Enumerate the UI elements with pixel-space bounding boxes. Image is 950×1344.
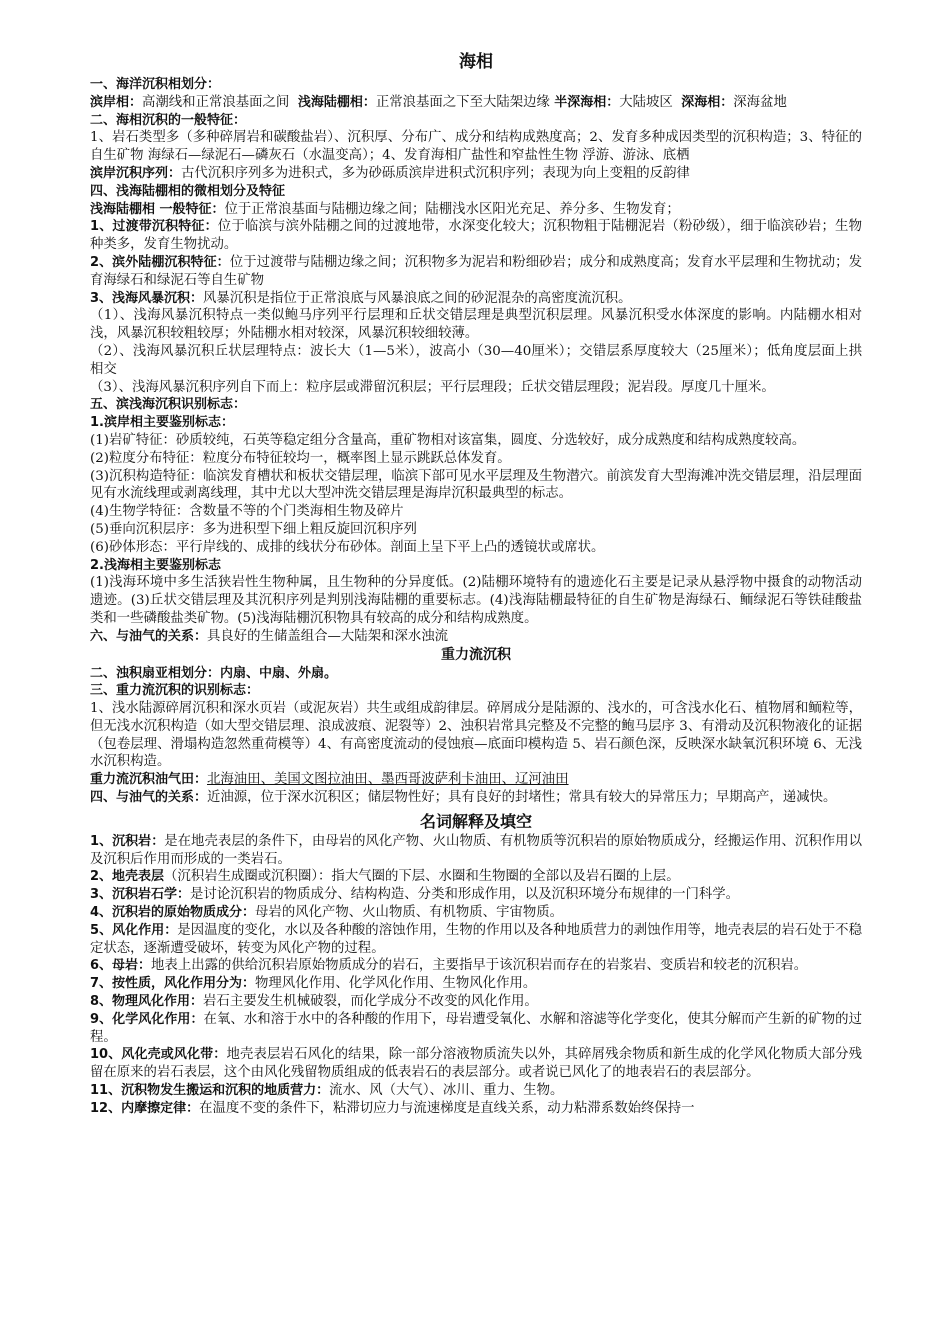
term-item [90, 922, 862, 958]
gravity-heading-4: 四、与油气的关系：近油源，位于深水沉积区；储层物性好；具有良好的封堵性；常具有较大的异常压力；早期高产，递减快。 [90, 790, 837, 806]
term-text: 是因温度的变化，水以及各种酸的溶蚀作用，生物的作用以及各种地质营力的剥蚀作用等，地壳表层的岩石处于不稳定状态，逐渐遭受破坏，转变为风化产物的过程。 [90, 922, 862, 956]
storm-point-1: （1）、浅海风暴沉积特点一类似鲍马序列平行层理和丘状交错层理是典型沉积层理。风暴沉积受水体深度的影响。内陆棚水相对浅，风暴沉积较粗较厚；外陆棚水相对较深，风暴沉积较细较薄。 [90, 308, 862, 342]
marker-3: (3)沉积构造特征：临滨发育槽状和板状交错层理，临滨下部可见水平层理及生物潜穴。前滨发育大型海滩冲洗交错层理，沿层理面见有水流线理或剥离线理，其中尤以大型冲洗交错层理是海岸沉积最典型的标志。 [90, 468, 862, 502]
gravity-oilfields: 重力流沉积油气田：北海油田、美国文图拉油田、墨西哥波萨利卡油田、辽河油田 [90, 772, 569, 788]
section-3: 滨岸沉积序列：古代沉积序列多为进积式，多为砂砾质滨岸进积式沉积序列；表现为向上变粗的反韵律 [90, 165, 690, 181]
term-text: 岩石主要发生机械破裂，而化学成分不改变的风化作用。 [203, 994, 538, 1010]
heading-5: 五、滨浅海沉积识别标志： [90, 397, 247, 413]
term-label: 1、沉积岩： [90, 833, 165, 849]
term-label: 5、风化作用： [90, 922, 178, 938]
title-terms: 名词解释及填空 [419, 811, 532, 831]
term-text: 是在地壳表层的条件下，由母岩的风化产物、火山物质、有机物质等沉积岩的原始物质成分，经搬运作用、沉积作用以及沉积后作用而形成的一类岩石。 [90, 833, 862, 867]
term-text: 流水、风（大气）、冰川、重力、生物。 [329, 1083, 564, 1099]
offshore-shelf: 2、滨外陆棚沉积特征：位于过渡带与陆棚边缘之间；沉积物多为泥岩和粉细砂岩；成分和成熟度高；发育水平层理和生物扰动；发育海绿石和绿泥石等自生矿物 [90, 254, 863, 288]
term-label: 2、地壳表层 [90, 869, 165, 885]
term-item [90, 1011, 862, 1047]
gravity-heading-2: 二、浊积扇亚相划分：内扇、中扇、外扇。 [90, 665, 338, 681]
heading-2: 二、海相沉积的一般特征： [90, 112, 247, 128]
term-item [90, 1100, 862, 1118]
term-label: 6、母岩： [90, 958, 152, 974]
term-text: 在温度不变的条件下，粘滞切应力与流速梯度是直线关系，动力粘滞系数始终保持一 [199, 1100, 695, 1116]
transition-zone: 1、过渡带沉积特征：位于临滨与滨外陆棚之间的过渡地带，水深变化较大；沉积物粗于陆棚泥岩（粉砂级），细于临滨砂岩；生物种类多，发育生物扰动。 [90, 219, 863, 253]
terms-list [90, 833, 862, 1118]
term-text: 物理风化作用、化学风化作用、生物风化作用。 [255, 976, 537, 992]
term-label: 4、沉积岩的原始物质成分： [90, 905, 256, 921]
marker-6: (6)砂体形态：平行岸线的、成排的线状分布砂体。剖面上呈下平上凸的透镜状或席状。 [90, 539, 605, 555]
term-label: 11、沉积物发生搬运和沉积的地质营力： [90, 1083, 330, 1099]
heading-5-1: 1.滨岸相主要鉴别标志： [90, 415, 234, 431]
term-text: 是讨论沉积岩的物质成分、结构构造、分类和形成作用，以及沉积环境分布规律的一门科学。 [190, 887, 740, 903]
term-text: 母岩的风化产物、火山物质、有机物质、宇宙物质。 [255, 905, 564, 921]
storm-point-2: （2）、浅海风暴沉积丘状层理特点：波长大（1—5米），波高小（30—40厘米）；交错层系厚度较大（25厘米）；低角度层面上拱相交 [90, 343, 862, 377]
shelf-general: 浅海陆棚相 一般特征：位于正常浪基面与陆棚边缘之间；陆棚浅水区阳光充足、养分多、生物发育； [90, 201, 680, 217]
term-label: 8、物理风化作用： [90, 994, 204, 1010]
marker-4: (4)生物学特征：含数量不等的个门类海相生物及碎片 [90, 504, 404, 520]
term-item [90, 957, 862, 975]
heading-1: 一、海洋沉积相划分： [90, 77, 221, 92]
title-gravity-flow: 重力流沉积 [441, 646, 511, 663]
document-page [90, 50, 862, 1118]
heading-4: 四、浅海陆棚相的微相划分及特征 [90, 183, 286, 199]
term-item [90, 904, 862, 922]
title-marine: 海相 [459, 52, 493, 72]
gravity-heading-3: 三、重力流沉积的识别标志： [90, 683, 260, 699]
term-item [90, 993, 862, 1011]
storm-deposit: 3、浅海风暴沉积：风暴沉积是指位于正常浪底与风暴浪底之间的砂泥混杂的高密度流沉积。 [90, 290, 632, 306]
section-6: 六、与油气的关系：具良好的生储盖组合—大陆架和深水浊流 [90, 628, 449, 644]
section-1-text: 滨岸相：高潮线和正常浪基面之间 浅海陆棚相：正常浪基面之下至大陆架边缘 半深海相：大陆坡区 深海相：深海盆地 [90, 94, 787, 110]
heading-5-2: 2.浅海相主要鉴别标志 [90, 557, 221, 573]
term-label: 12、内摩擦定律： [90, 1100, 200, 1116]
marker-2: (2)粒度分布特征：粒度分布特征较均一，概率图上显示跳跃总体发育。 [90, 450, 511, 466]
term-text: 地壳表层岩石风化的结果，除一部分溶液物质流失以外，其碎屑残余物质和新生成的化学风化物质大部分残留在原来的岩石表层，这个由风化残留物质组成的低表岩石的表层部分。或者说已风化了的地表岩石的表层部分。 [90, 1047, 863, 1081]
marker-5: (5)垂向沉积层序：多为进积型下细上粗反旋回沉积序列 [90, 521, 417, 537]
term-label: 3、沉积岩石学： [90, 887, 191, 903]
term-text: 在氧、水和溶于水中的各种酸的作用下，母岩遭受氧化、水解和溶滤等化学变化，使其分解而产生新的矿物的过程。 [90, 1011, 863, 1045]
section-2-text: 1、岩石类型多（多种碎屑岩和碳酸盐岩）、沉积厚、分布广、成分和结构成熟度高；2、发育多种成因类型的沉积构造；3、特征的自生矿物 海绿石—绿泥石—磷灰石（水温变高）；4、发育海相广盐性和窄盐性生物 浮游、游泳、底栖 [90, 130, 862, 164]
storm-point-3: （3）、浅海风暴沉积序列自下而上：粒序层或滞留沉积层；平行层理段；丘状交错层理段；泥岩段。厚度几十厘米。 [90, 379, 775, 395]
term-label: 7、按性质，风化作用分为： [90, 976, 256, 992]
term-label: 10、风化壳或风化带： [90, 1047, 227, 1063]
term-text: （沉积岩生成圈或沉积圈）：指大气圈的下层、水圈和生物圈的全部以及岩石圈的上层。 [164, 869, 680, 885]
gravity-markers: 1、浅水陆源碎屑沉积和深水页岩（或泥灰岩）共生或组成韵律层。碎屑成分是陆源的、浅水的，可含浅水化石、植物屑和鲕粒等，但无浅水沉积构造（如大型交错层理、浪成波痕、泥裂等）2、浊积岩常具完整及不完整的鲍马层序 3、有滑动及沉积物液化的证据（包卷层理、滑塌构造忽然重荷模等）4、有高密度流动的侵蚀痕—底面印模构造 5、岩石颜色深，反映深水缺氧沉积环境 6、无浅水沉积构造。 [90, 701, 862, 770]
term-item [90, 975, 862, 993]
term-text: 地表上出露的供给沉积岩原始物质成分的岩石，主要指早于该沉积岩而存在的岩浆岩、变质岩和较老的沉积岩。 [151, 958, 808, 974]
term-label: 9、化学风化作用： [90, 1011, 204, 1027]
term-item [90, 868, 862, 886]
term-item [90, 886, 862, 904]
term-item [90, 833, 862, 869]
shallow-marine-markers: (1)浅海环境中多生活狭岩性生物种属，且生物种的分异度低。(2)陆棚环境特有的遗迹化石主要是记录从悬浮物中摄食的动物活动遗迹。(3)丘状交错层理及其沉积序列是判别浅海陆棚的重要标志。(4)浅海陆棚最特征的自生矿物是海绿石、鲕绿泥石等铁硅酸盐类和一些磷酸盐类矿物。(5)浅海陆棚沉积物具有较高的成分和结构成熟度。 [90, 575, 862, 626]
marker-1: (1)岩矿特征：砂质较纯，石英等稳定组分含量高，重矿物相对该富集，圆度、分选较好，成分成熟度和结构成熟度较高。 [90, 432, 806, 448]
term-item [90, 1082, 862, 1100]
term-item [90, 1046, 862, 1082]
